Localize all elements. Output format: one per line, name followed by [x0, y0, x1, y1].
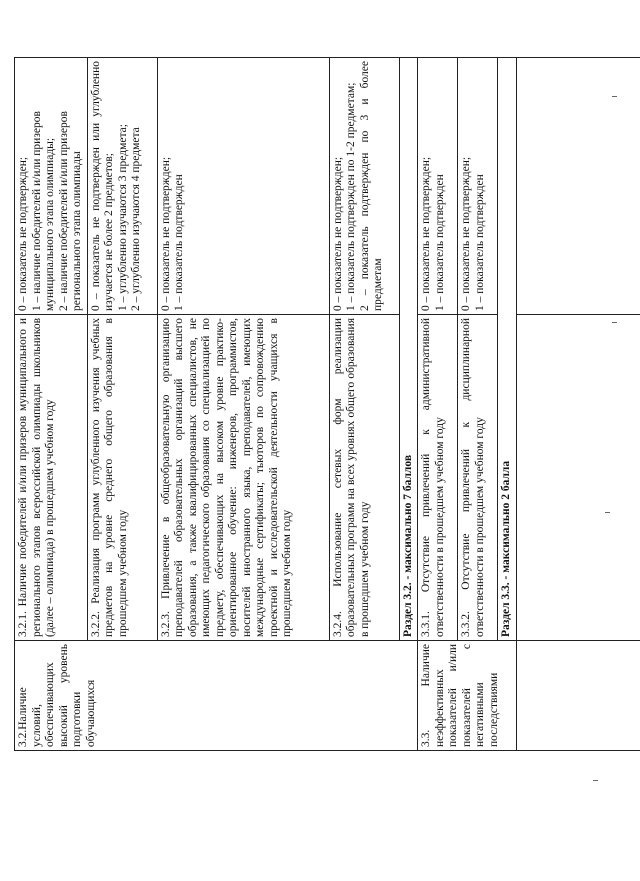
scale-line: 1 – показатель подтвержден [473, 174, 486, 311]
scale-line: 1 – показатель подтвержден [433, 174, 446, 311]
scale-line: 2 – показатель подтвержден по 3 и более предметам [358, 61, 384, 311]
indicator-scale [329, 58, 399, 315]
scale-line: 1 – показатель подтвержден по 1-2 предметам; [345, 82, 357, 311]
scale-line: 2 – наличие победителей и/или призеров регионального этапа олимпиады [57, 111, 83, 311]
indicator-text: 3.2.1. Наличие победителей и/или призеров муниципального и регионального этапов всероссийской олимпиады школьников (далее – олимпиада) в прошедшем учебном году [15, 315, 88, 641]
criterion-title: 3.2.Наличие условий, обеспечивающих высокий уровень подготовки обучающихся [15, 641, 418, 751]
scan-mark [612, 96, 617, 97]
scale-line: 0 – показатель не подтвержден или углубленно изучается не более 2 предметов; [89, 61, 115, 311]
indicator-scale [87, 58, 157, 315]
scale-line: 0 – показатель не подтвержден; [17, 156, 29, 311]
scan-mark [605, 512, 610, 513]
scale-line: 1 – показатель подтвержден [173, 174, 185, 311]
indicator-text: 3.2.4. Использование сетевых форм реализации образовательных программ на всех уровнях общего образования в прошедшем учебном году [329, 315, 399, 641]
indicator-text: 3.2.2. Реализация программ углубленного изучения учебных предметов на уровне среднего общего образования в прошедшем учебном году [87, 315, 157, 641]
scale-line: 0 – показатель не подтвержден; [420, 156, 432, 311]
scale-line: 1 – наличие победителей и/или призеров муниципального этапа олимпиады; [30, 111, 56, 311]
indicator-text: 3.2.3. Привлечение в общеобразовательную организацию преподавателей образовательных организаций высшего образования, а также квалифицированных специалистов, не имеющих педагогического образования со специализацией по предмету, обеспечивающих на высоком уровне практико-ориентированное обучение: инженеров, программистов, носителей иностранного языка, преподавателей, имеющих международные сертификаты; тьюторов по сопровождению проектной и исследовательской деятельности учащихся в прошедшем учебном году [157, 315, 329, 641]
indicator-scale [458, 58, 498, 315]
scale-line: 0 – показатель не подтвержден; [460, 156, 472, 311]
scan-mark [612, 322, 617, 323]
indicator-scale [418, 58, 458, 315]
criteria-table [14, 57, 640, 751]
rotated-page [0, 40, 640, 881]
table-row [15, 58, 88, 751]
empty-cell [516, 58, 640, 315]
scale-line: 1 – углубленно изучаются 3 предмета; [116, 124, 129, 311]
criterion-title: 3.3. Наличие неэффективных показателей и/или показателей с негативными последствиями [418, 641, 517, 751]
indicator-text: 3.3.2. Отсутствие привлечений к дисциплинарной ответственности в прошедшем учебном году [458, 315, 498, 641]
empty-cell [516, 641, 640, 751]
scale-line: 0 – показатель не подтвержден; [331, 156, 344, 311]
indicator-scale [15, 58, 88, 315]
table-row [516, 58, 640, 751]
scale-line: 0 – показатель не подтвержден; [159, 156, 172, 311]
scale-line: 2 – углубленно изучаются 4 предмета [130, 127, 142, 311]
indicator-scale [157, 58, 329, 315]
table-row [418, 58, 458, 751]
section-total: Раздел 3.3. - максимально 2 балла [498, 58, 517, 641]
scan-mark [593, 780, 598, 781]
indicator-text: 3.3.1. Отсутствие привлечений к административной ответственности в прошедшем учебном году [418, 315, 458, 641]
section-total: Раздел 3.2. - максимально 7 баллов [399, 58, 418, 641]
empty-cell [516, 315, 640, 641]
